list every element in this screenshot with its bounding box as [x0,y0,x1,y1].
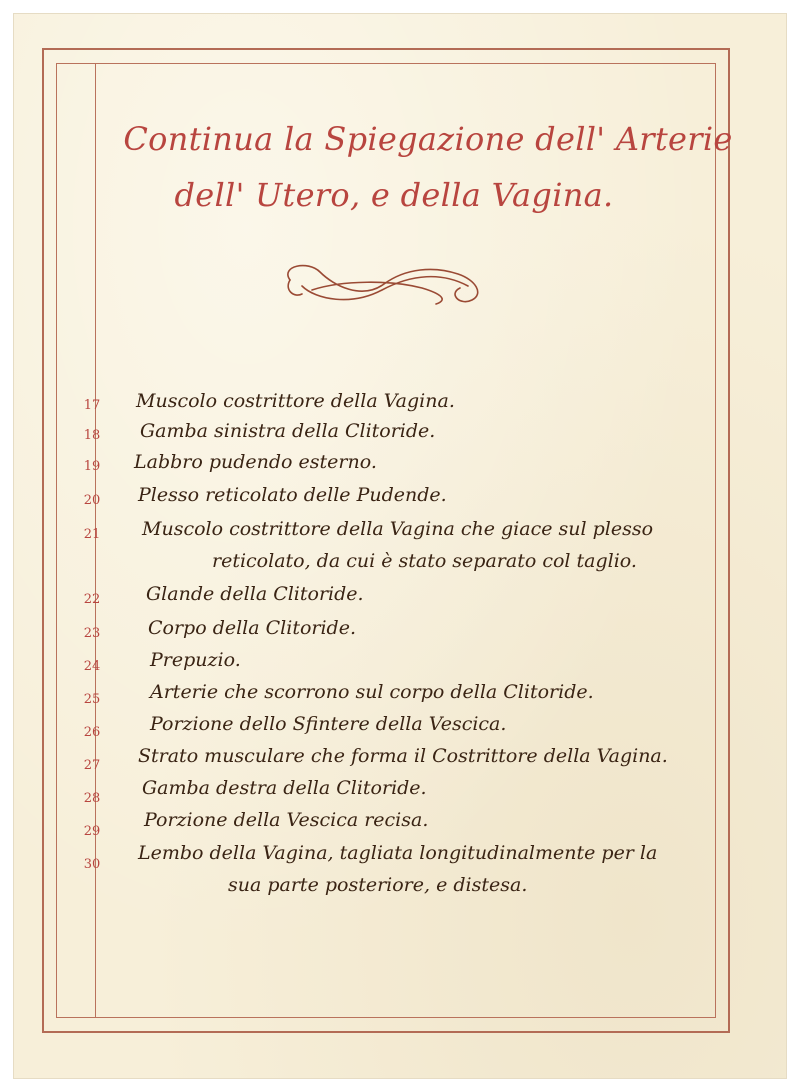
entry-number: 17 [83,398,101,413]
entry-number: 26 [83,725,101,740]
entry-number: 19 [83,459,101,474]
entry-number: 23 [83,626,101,641]
page-title-line-2: dell' Utero, e della Vagina. [174,176,614,214]
entry-number: 30 [83,857,101,872]
entry-number: 18 [83,428,101,443]
list-item: Glande della Clitoride. [146,583,364,605]
list-item: Porzione della Vescica recisa. [144,809,429,831]
entry-number: 25 [83,692,101,707]
flourish-ornament [272,250,492,320]
entry-number: 20 [83,493,101,508]
entry-number: 22 [83,592,101,607]
list-item: Prepuzio. [150,649,241,671]
page-title-line-1: Continua la Spiegazione dell' Arterie [123,120,733,158]
entry-number: 29 [83,824,101,839]
list-item: Lembo della Vagina, tagliata longitudinalmente per la [138,842,658,864]
entry-number: 28 [83,791,101,806]
list-item: Corpo della Clitoride. [148,617,356,639]
entry-number: 24 [83,659,101,674]
list-item: Strato musculare che forma il Costrittore della Vagina. [138,745,668,767]
list-item: Gamba sinistra della Clitoride. [140,420,436,442]
list-item: Gamba destra della Clitoride. [142,777,427,799]
entry-number: 21 [83,527,101,542]
list-item: Arterie che scorrono sul corpo della Clitoride. [150,681,594,703]
list-item: Plesso reticolato delle Pudende. [138,484,447,506]
list-item-continuation: reticolato, da cui è stato separato col taglio. [212,550,637,572]
entry-number: 27 [83,758,101,773]
list-item: Muscolo costrittore della Vagina che giace sul plesso [142,518,654,540]
list-item: Muscolo costrittore della Vagina. [136,390,455,412]
list-item: Labbro pudendo esterno. [134,451,377,473]
list-item: Porzione dello Sfintere della Vescica. [150,713,507,735]
list-item-continuation: sua parte posteriore, e distesa. [228,874,528,896]
